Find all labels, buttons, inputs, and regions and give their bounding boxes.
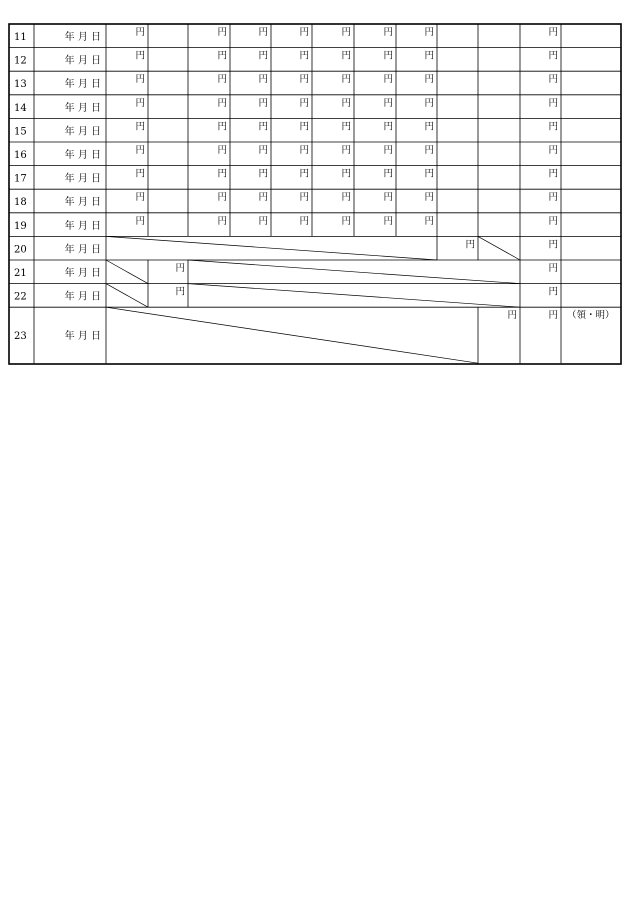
date-cell: 年 月 日: [64, 32, 101, 43]
yen-unit: 円: [383, 215, 393, 227]
date-cell: 年 月 日: [64, 331, 101, 343]
yen-unit: 円: [135, 192, 145, 204]
yen-unit: 円: [217, 50, 227, 62]
yen-unit: 円: [135, 121, 145, 133]
date-cell: 年 月 日: [64, 79, 101, 91]
yen-unit: 円: [217, 168, 227, 180]
date-cell: 年 月 日: [64, 55, 101, 67]
diagonal-strike: [478, 236, 520, 260]
row-number: 20: [14, 244, 27, 256]
yen-unit: 円: [217, 215, 227, 227]
row-number: 22: [14, 291, 27, 303]
row-number: 14: [14, 102, 27, 114]
row-number: 12: [14, 55, 27, 67]
date-cell: 年 月 日: [64, 268, 101, 279]
diagonal-strike: [106, 284, 148, 308]
yen-unit: 円: [135, 27, 145, 38]
yen-unit: 円: [424, 97, 434, 109]
yen-unit: 円: [424, 27, 434, 38]
yen-unit: 円: [341, 27, 351, 38]
row-number: 23: [14, 331, 27, 343]
row-number: 18: [14, 197, 27, 209]
yen-unit: 円: [299, 27, 309, 38]
yen-unit: 円: [258, 27, 268, 38]
yen-unit: 円: [217, 27, 227, 38]
yen-unit: 円: [175, 263, 185, 274]
yen-unit: 円: [258, 74, 268, 86]
yen-unit: 円: [258, 121, 268, 133]
yen-unit: 円: [299, 121, 309, 133]
yen-unit: 円: [341, 168, 351, 180]
yen-unit: 円: [341, 145, 351, 156]
row-number: 19: [14, 220, 27, 232]
yen-unit: 円: [424, 192, 434, 204]
date-cell: 年 月 日: [64, 197, 101, 209]
yen-unit: 円: [383, 168, 393, 180]
yen-unit: 円: [383, 121, 393, 133]
yen-unit: 円: [341, 215, 351, 227]
yen-unit: 円: [548, 168, 558, 180]
yen-unit: 円: [548, 263, 558, 274]
yen-unit: 円: [424, 145, 434, 156]
yen-unit: 円: [258, 145, 268, 156]
yen-unit: 円: [135, 97, 145, 109]
yen-unit: 円: [175, 286, 185, 298]
date-cell: 年 月 日: [64, 173, 101, 185]
yen-unit: 円: [217, 97, 227, 109]
yen-unit: 円: [341, 121, 351, 133]
diagonal-strike: [106, 260, 148, 284]
yen-unit: 円: [258, 215, 268, 227]
yen-unit: 円: [217, 74, 227, 86]
yen-unit: 円: [424, 50, 434, 62]
date-cell: 年 月 日: [64, 102, 101, 114]
date-cell: 年 月 日: [64, 220, 101, 232]
yen-unit: 円: [548, 145, 558, 156]
yen-unit: 円: [258, 192, 268, 204]
yen-unit: 円: [383, 192, 393, 204]
yen-unit: 円: [548, 286, 558, 298]
date-cell: 年 月 日: [64, 150, 101, 161]
yen-unit: 円: [383, 145, 393, 156]
row-number: 11: [14, 32, 27, 43]
yen-unit: 円: [548, 74, 558, 86]
diagonal-strike: [106, 236, 437, 260]
yen-unit: 円: [383, 50, 393, 62]
date-cell: 年 月 日: [64, 244, 101, 256]
yen-unit: 円: [383, 74, 393, 86]
yen-unit: 円: [299, 145, 309, 156]
diagonal-strikes: [106, 236, 520, 363]
yen-unit: 円: [299, 50, 309, 62]
yen-unit: 円: [341, 74, 351, 86]
outer-frame: [9, 24, 621, 364]
yen-unit: 円: [465, 239, 475, 251]
yen-unit: 円: [217, 145, 227, 156]
yen-unit: 円: [424, 168, 434, 180]
yen-unit: 円: [548, 97, 558, 109]
row-number: 13: [14, 79, 27, 91]
yen-unit: 円: [135, 50, 145, 62]
yen-unit: 円: [299, 74, 309, 86]
yen-unit: 円: [217, 121, 227, 133]
row-number: 16: [14, 150, 27, 161]
yen-unit: 円: [258, 97, 268, 109]
row-number: 15: [14, 126, 27, 138]
yen-unit: 円: [135, 168, 145, 180]
receipt-note: （領・明）: [567, 310, 615, 322]
yen-unit: 円: [548, 50, 558, 62]
grid-lines: [9, 24, 621, 363]
yen-unit: 円: [507, 310, 517, 322]
yen-unit: 円: [341, 97, 351, 109]
diagonal-strike: [188, 260, 520, 284]
yen-unit: 円: [299, 215, 309, 227]
yen-unit: 円: [341, 192, 351, 204]
yen-unit: 円: [258, 50, 268, 62]
yen-unit: 円: [299, 192, 309, 204]
yen-unit: 円: [135, 145, 145, 156]
row-number: 21: [14, 268, 27, 279]
yen-unit: 円: [548, 215, 558, 227]
date-cell: 年 月 日: [64, 291, 101, 303]
yen-unit: 円: [383, 97, 393, 109]
yen-unit: 円: [299, 97, 309, 109]
yen-unit: 円: [135, 74, 145, 86]
date-cell: 年 月 日: [64, 126, 101, 138]
yen-unit: 円: [548, 27, 558, 38]
row-number: 17: [14, 173, 27, 185]
diagonal-strike: [106, 307, 478, 363]
yen-unit: 円: [424, 121, 434, 133]
table-cells: [14, 27, 615, 342]
yen-unit: 円: [548, 192, 558, 204]
yen-unit: 円: [548, 310, 558, 322]
yen-unit: 円: [383, 27, 393, 38]
yen-unit: 円: [135, 215, 145, 227]
yen-unit: 円: [299, 168, 309, 180]
yen-unit: 円: [341, 50, 351, 62]
yen-unit: 円: [424, 74, 434, 86]
yen-unit: 円: [217, 192, 227, 204]
diagonal-strike: [188, 284, 520, 308]
yen-unit: 円: [258, 168, 268, 180]
yen-unit: 円: [548, 121, 558, 133]
yen-unit: 円: [424, 215, 434, 227]
yen-unit: 円: [548, 239, 558, 251]
